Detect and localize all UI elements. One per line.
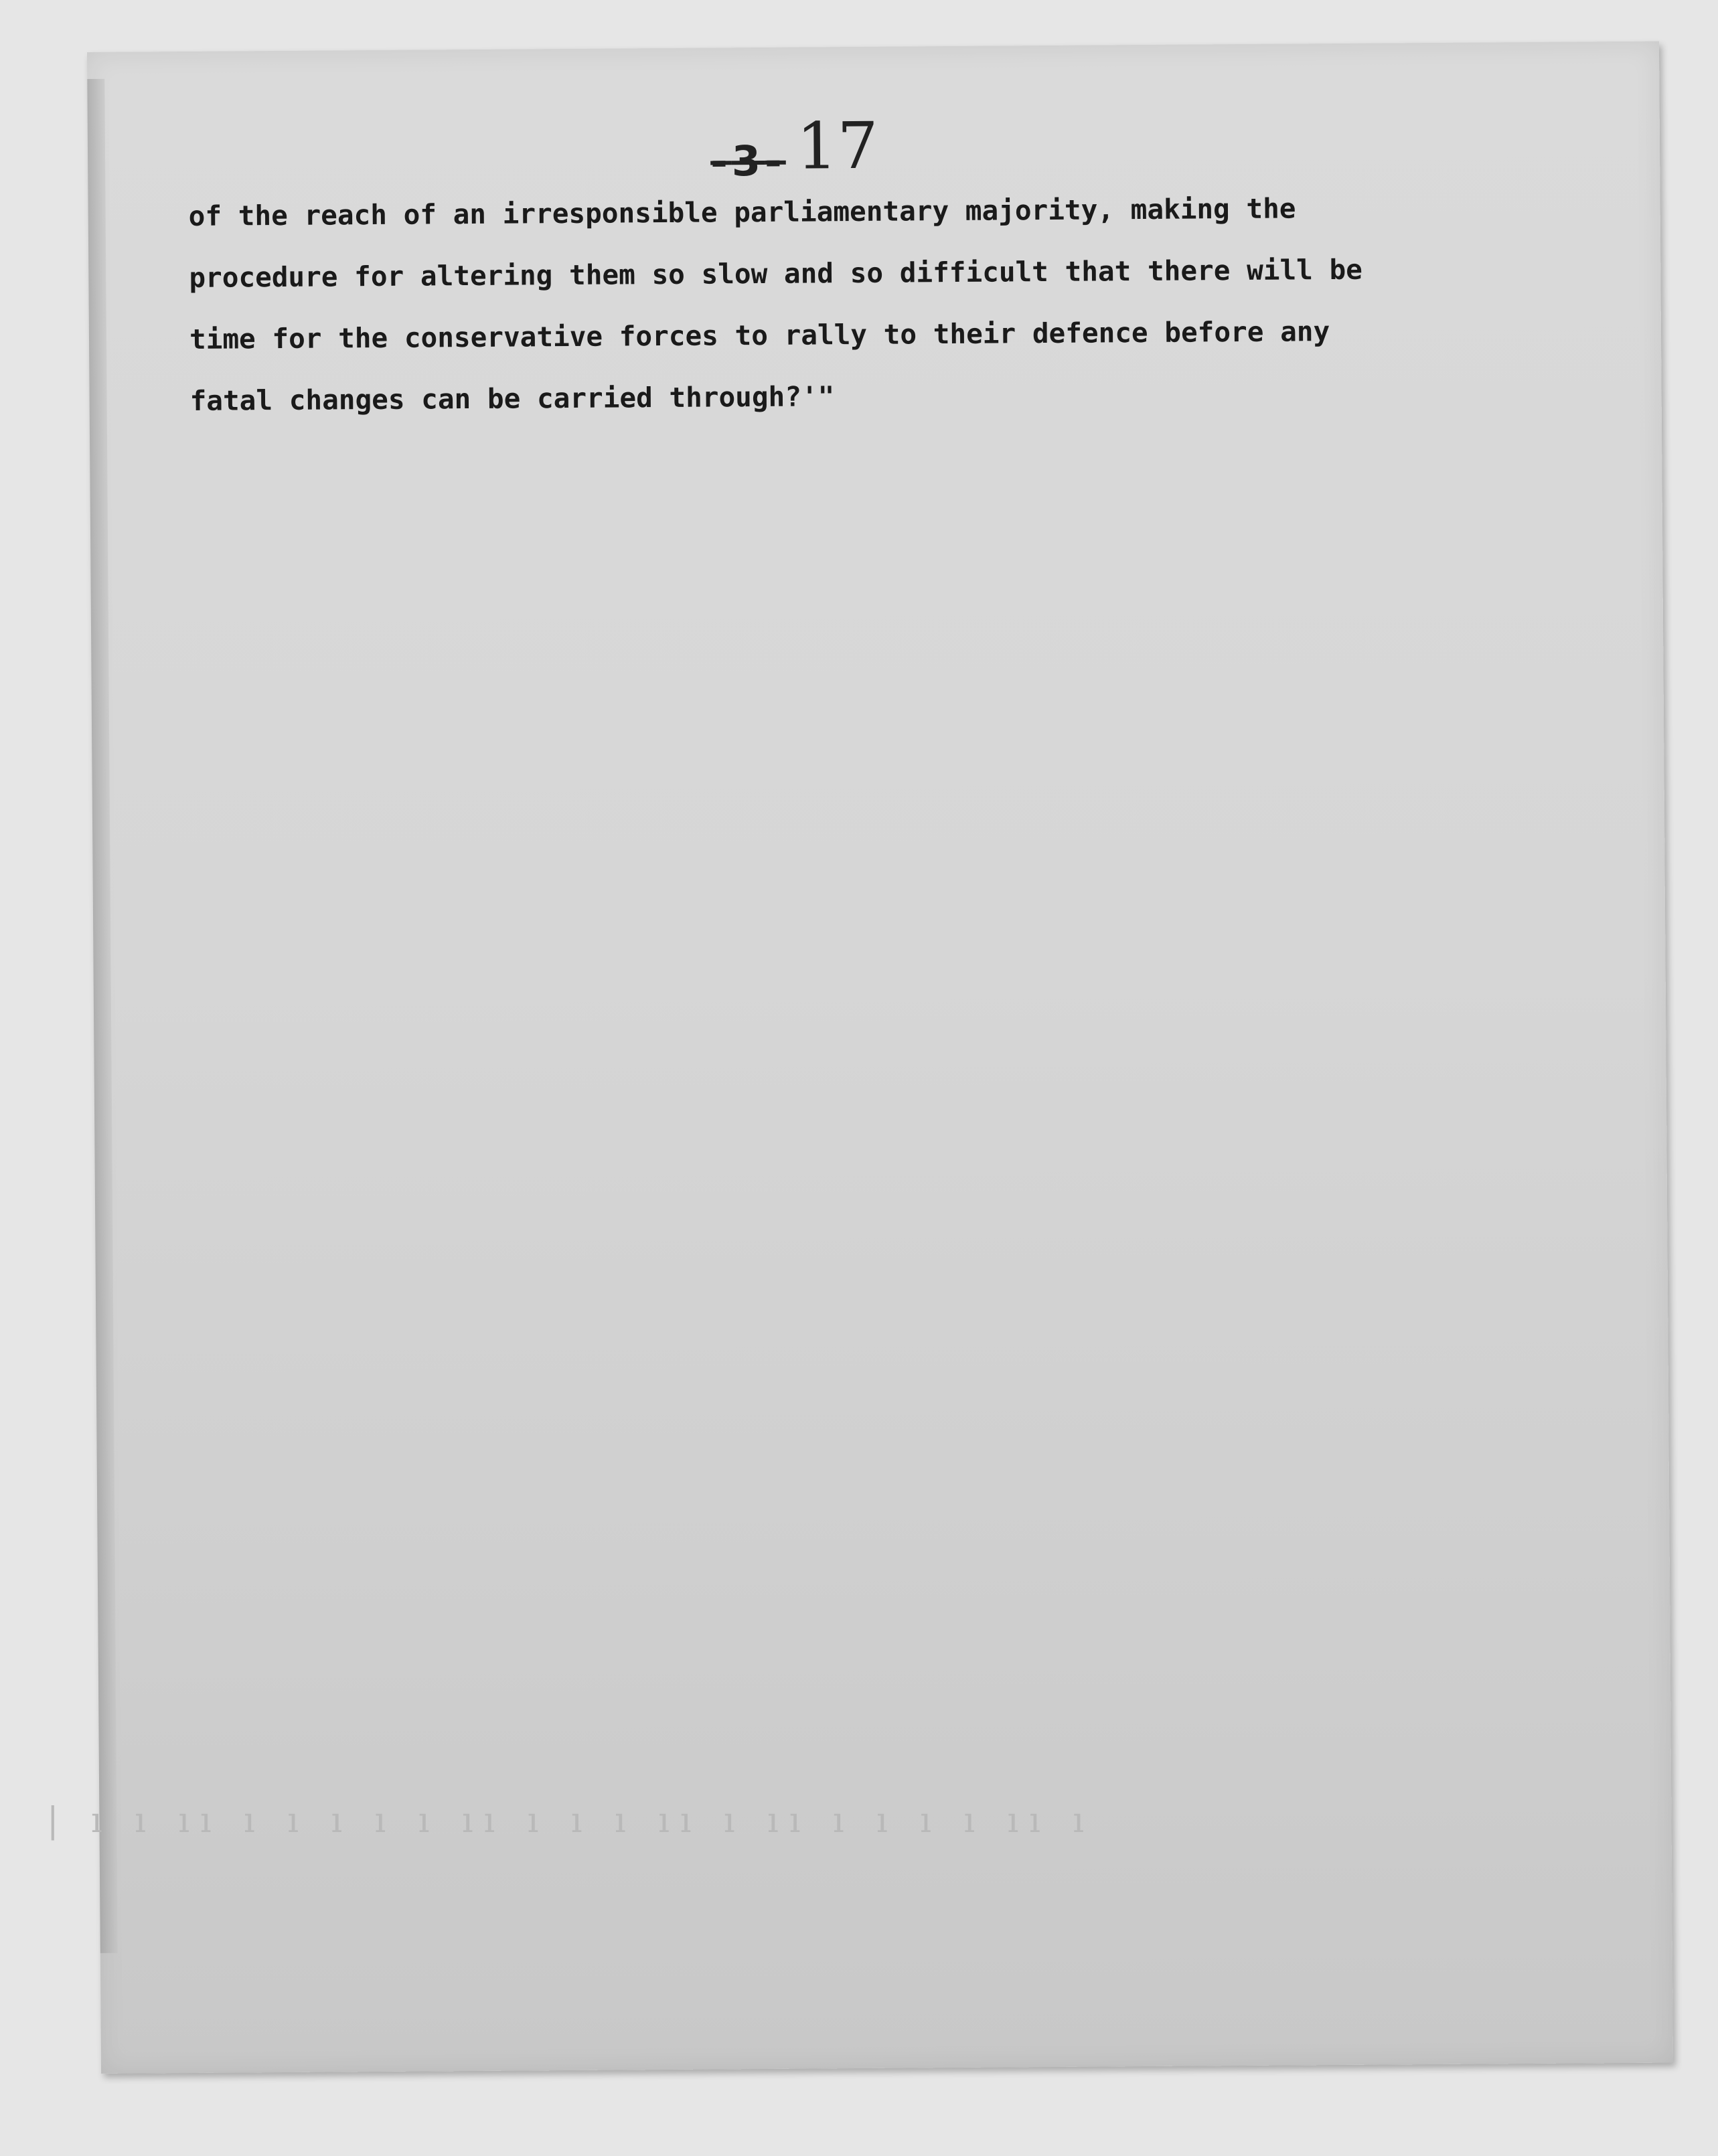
bleed-through-marks: | ı ı ıı ı ı ı ı ı ıı ı ı ı ıı ı ıı ı ı ı ı ıı ı — [47, 1801, 1095, 1841]
body-text — [188, 175, 1630, 432]
text-line: fatal changes can be carried through?'" — [189, 380, 835, 417]
page-edge-shadow — [87, 79, 118, 1953]
typed-page — [87, 42, 1673, 2074]
handwritten-page-number: 17 — [796, 108, 879, 184]
page-number — [710, 108, 879, 186]
text-line: procedure for altering them so slow and so difficult that there will be — [189, 253, 1363, 294]
text-line: of the reach of an irresponsible parliamentary majority, making the — [188, 192, 1296, 232]
struck-page-number: -3- — [710, 136, 787, 186]
text-line: time for the conservative forces to rally to their defence before any — [189, 315, 1330, 355]
